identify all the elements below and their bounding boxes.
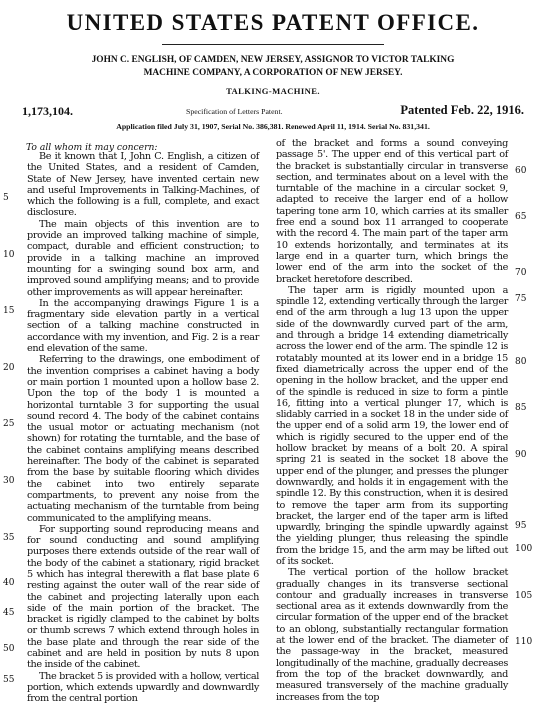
line-number: 5	[3, 193, 9, 203]
heading-rule	[162, 44, 384, 45]
line-number: 80	[515, 357, 527, 367]
paragraph: Be it known that I, John C. English, a citizen of the United States, and a resident of Camden, State of New Jersey, have invented certain new and useful Improvements in Talking-Machines, of which the following is a full, complete, and exact disclosure.	[27, 151, 259, 219]
line-number: 30	[3, 476, 15, 486]
patent-number: 1,173,104.	[22, 104, 73, 118]
paragraph: For supporting sound reproducing means and for sound conducting and sound amplifying purposes there extends outside of the rear wall of the body of the cabinet a stationary, rigid bracket 5 which has integral therewith a flat base plate 6 resting against the outer wall of the rear side of the cabinet and projecting laterally upon each side of the main portion of the bracket. The bracket is rigidly clamped to the cabinet by bolts or thumb screws 7 which extend through holes in the base plate and through the rear side of the cabinet and are held in position by nuts 8 upon the inside of the cabinet.	[27, 523, 259, 671]
specification-label: Specification of Letters Patent.	[186, 107, 283, 116]
line-number: 85	[515, 403, 527, 413]
line-number: 110	[515, 637, 533, 647]
right-column	[276, 138, 508, 703]
invention-title: TALKING-MACHINE.	[226, 86, 320, 96]
line-number: 35	[3, 533, 15, 543]
line-number: 45	[3, 608, 15, 618]
office-heading: UNITED STATES PATENT OFFICE.	[66, 10, 480, 35]
inventor-line-2: MACHINE COMPANY, A CORPORATION OF NEW JERSEY.	[143, 68, 403, 78]
patented-date: Patented Feb. 22, 1916.	[400, 103, 524, 117]
inventor-line-1: JOHN C. ENGLISH, OF CAMDEN, NEW JERSEY, ASSIGNOR TO VICTOR TALKING	[91, 55, 455, 65]
paragraph: The bracket 5 is provided with a hollow, vertical portion, which extends upwardly and downwardly from the central portion	[27, 670, 259, 705]
line-number: 25	[3, 419, 15, 429]
line-number: 15	[3, 306, 15, 316]
paragraph: The main objects of this invention are to provide an improved talking machine of simple, compact, durable and efficient construction; to provide in a talking machine an improved mounting for a swinging sound box arm, and improved sound amplifying means; and to provide other improvements as will appear hereinafter.	[27, 218, 259, 298]
paragraph: The taper arm is rigidly mounted upon a spindle 12, extending vertically through the larger end of the arm through a lug 13 upon the upper side of the downwardly curved part of the arm, and through a bridge 14 extending diametrically across the lower end of the arm. The spindle 12 is rotatably mounted at its lower end in a bridge 15 fixed diametrically across the upper end of the opening in the hollow bracket, and the upper end of the spindle is reduced in size to form a pintle 16, fitting into a vertical plunger 17, which is slidably carried in a socket 18 in the under side of the upper end of a solid arm 19, the lower end of which is rigidly secured to the upper end of the hollow bracket by means of a bolt 20. A spiral spring 21 is seated in the socket 18 above the upper end of the plunger, and presses the plunger downwardly, and holds it in engagement with the spindle 12. By this construction, when it is desired to remove the taper arm from its supporting bracket, the larger end of the taper arm is lifted upwardly, bringing the spindle upwardly against the yielding plunger, thus releasing the spindle from the bridge 15, and the arm may be lifted out of its socket.	[276, 284, 508, 567]
line-number: 100	[515, 544, 533, 554]
line-number: 65	[515, 212, 527, 222]
left-column	[27, 151, 259, 705]
line-number: 55	[3, 675, 15, 685]
paragraph: The vertical portion of the hollow bracket gradually changes in its transverse sectional contour and gradually increases in transverse sectional area as it extends downwardly from the circular formation of the upper end of the bracket to an oblong, substantially rectangular formation at the lower end of the bracket. The diameter of the passage-way in the bracket, measured longitudinally of the machine, gradually decreases from the top of the bracket downwardly, and measured transversely of the machine gradually increases from the top	[276, 567, 508, 703]
paragraph: of the bracket and forms a sound conveying passage 5'. The upper end of this vertical part of the bracket is substantially circular in transverse section, and terminates about on a level with the turntable of the machine in a circular socket 9, adapted to receive the larger end of a hollow tapering tone arm 10, which carries at its smaller free end a sound box 11 arranged to cooperate with the record 4. The main part of the taper arm 10 extends horizontally, and terminates at its large end in a quarter turn, which brings the lower end of the arm into the socket of the bracket heretofore described.	[276, 138, 508, 285]
line-number: 70	[515, 268, 527, 278]
paragraph: Referring to the drawings, one embodiment of the invention comprises a cabinet having a body or main portion 1 mounted upon a hollow base 2. Upon the top of the body 1 is mounted a horizontal turntable 3 for supporting the usual sound record 4. The body of the cabinet contains the usual motor or actuating mechanism (not shown) for rotating the turntable, and the base of the cabinet contains amplifying means described hereinafter. The body of the cabinet is separated from the base by suitable flooring which divides the cabinet into two entirely separate compartments, to prevent any noise from the actuating mechanism of the turntable from being communicated to the amplifying means.	[27, 354, 259, 524]
line-number: 90	[515, 450, 527, 460]
inventor-assignment	[28, 54, 518, 80]
line-number: 10	[3, 250, 15, 260]
application-line: Application filed July 31, 1907, Serial No. 386,381. Renewed April 11, 1914. Serial No. 831,341.	[116, 122, 430, 131]
salutation: To all whom it may concern:	[26, 142, 158, 153]
line-number: 75	[515, 294, 527, 304]
line-number: 95	[515, 521, 527, 531]
line-number: 105	[515, 591, 533, 601]
paragraph: In the accompanying drawings Figure 1 is a fragmentary side elevation partly in a vertical section of a talking machine constructed in accordance with my invention, and Fig. 2 is a rear end elevation of the same.	[27, 297, 259, 355]
line-number: 20	[3, 363, 15, 373]
line-number: 40	[3, 578, 15, 588]
line-number: 60	[515, 166, 527, 176]
line-number: 50	[3, 644, 15, 654]
